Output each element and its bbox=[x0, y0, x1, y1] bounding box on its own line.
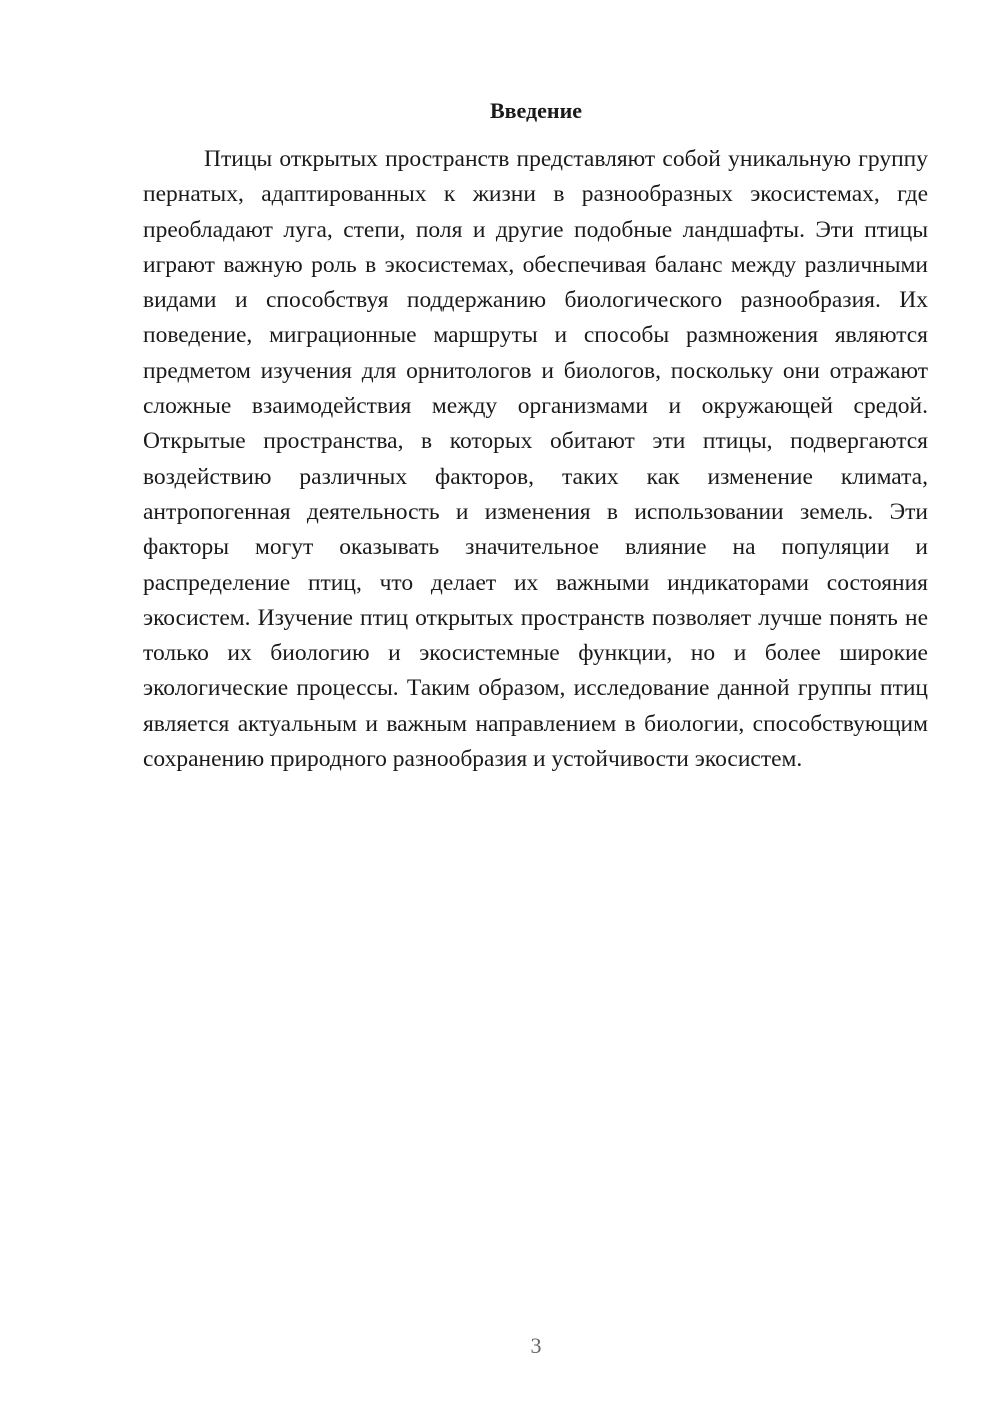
section-heading: Введение bbox=[489, 98, 583, 123]
page-number: 3 bbox=[530, 1333, 542, 1358]
body-paragraph: Птицы открытых пространств представляют собой уникальную группу пернатых, адаптированных к жизни в разнообразных экосистемах, где преобладают луга, степи, поля и другие подобные ландшафты. Эти птицы играют важную роль в экосистемах, обеспечивая баланс между различными видами и способствуя поддержанию биологического разнообразия. Их поведение, миграционные маршруты и способы размножения являются предметом изучения для орнитологов и биологов, поскольку они отражают сложные взаимодействия между организмами и окружающей средой. Открытые пространства, в которых обитают эти птицы, подвергаются воздействию различных факторов, таких как изменение климата, антропогенная деятельность и изменения в использовании земель. Эти факторы могут оказывать значительное влияние на популяции и распределение птиц, что делает их важными индикаторами состояния экосистем. Изучение птиц открытых пространств позволяет лучше понять не только их биологию и экосистемные функции, но и более широкие экологические процессы. Таким образом, исследование данной группы птиц является актуальным и важным направлением в биологии, способствующим сохранению природного разнообразия и устойчивости экосистем. bbox=[143, 146, 928, 773]
